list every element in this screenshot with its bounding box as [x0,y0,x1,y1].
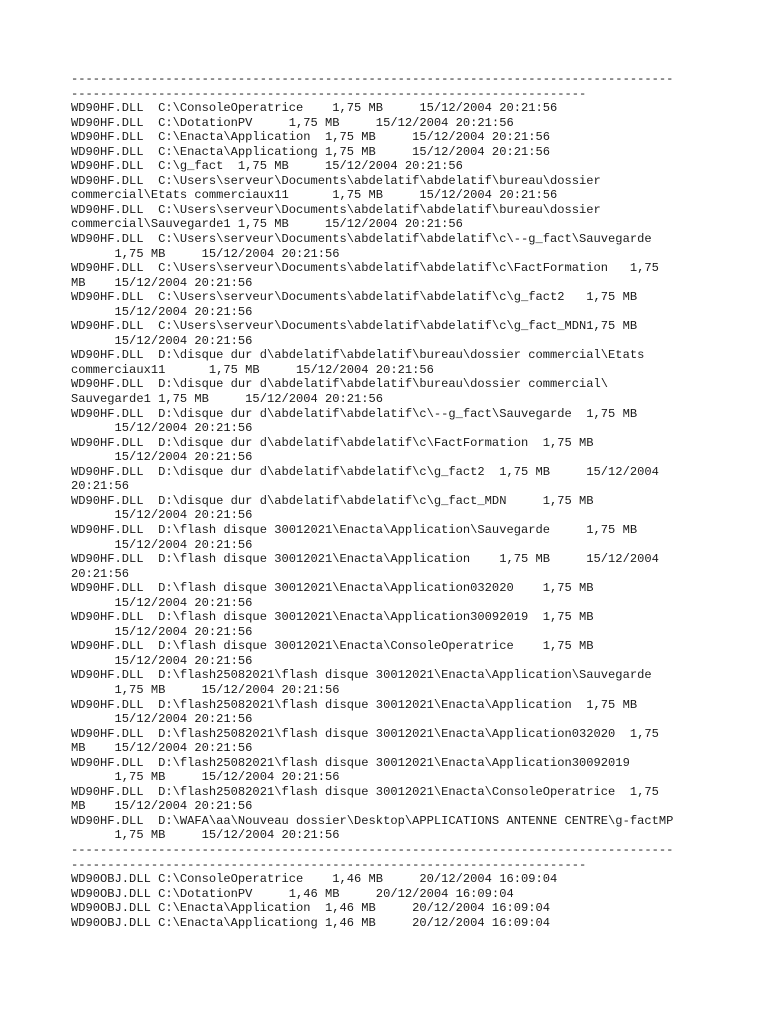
document-line: commercial\Etats commerciaux11 1,75 MB 15/12/2004 20:21:56 [71,188,558,203]
document-line: WD90HF.DLL D:\disque dur d\abdelatif\abdelatif\c\g_fact2 1,75 MB 15/12/2004 [71,464,659,479]
document-line: WD90HF.DLL C:\DotationPV 1,75 MB 15/12/2004 20:21:56 [71,115,514,130]
document-line: WD90HF.DLL D:\flash disque 30012021\Enacta\ConsoleOperatrice 1,75 MB [71,639,594,654]
document-line: WD90HF.DLL D:\flash25082021\flash disque 30012021\Enacta\Application 1,75 MB [71,697,638,712]
document-line: WD90HF.DLL D:\flash disque 30012021\Enacta\Application 1,75 MB 15/12/2004 [71,552,659,567]
document-line: WD90HF.DLL C:\Enacta\Application 1,75 MB 15/12/2004 20:21:56 [71,130,550,145]
document-line: WD90HF.DLL D:\disque dur d\abdelatif\abdelatif\c\--g_fact\Sauvegarde 1,75 MB [71,406,638,421]
document-line: 15/12/2004 20:21:56 [71,304,253,319]
document-line: 15/12/2004 20:21:56 [71,508,253,523]
document-line: WD90HF.DLL D:\flash disque 30012021\Enacta\Application032020 1,75 MB [71,581,594,596]
document-line: 1,75 MB 15/12/2004 20:21:56 [71,828,340,843]
document-line: 15/12/2004 20:21:56 [71,712,253,727]
document-line: WD90HF.DLL D:\flash25082021\flash disque 30012021\Enacta\ConsoleOperatrice 1,75 [71,784,659,799]
document-line: WD90HF.DLL C:\Users\serveur\Documents\abdelatif\abdelatif\c\g_fact_MDN1,75 MB [71,319,638,334]
document-line: WD90HF.DLL D:\disque dur d\abdelatif\abdelatif\c\FactFormation 1,75 MB [71,435,594,450]
document-line: WD90HF.DLL C:\g_fact 1,75 MB 15/12/2004 20:21:56 [71,159,463,174]
document-line: 15/12/2004 20:21:56 [71,595,253,610]
document-line: ----------------------------------------------------------------------------------- [71,842,674,857]
document-line: WD90HF.DLL C:\Users\serveur\Documents\abdelatif\abdelatif\c\FactFormation 1,75 [71,261,659,276]
document-line: WD90HF.DLL C:\Enacta\Applicationg 1,75 MB 15/12/2004 20:21:56 [71,144,550,159]
document-line: WD90HF.DLL D:\flash disque 30012021\Enacta\Application30092019 1,75 MB [71,610,594,625]
document-line: MB 15/12/2004 20:21:56 [71,799,253,814]
document-line: 15/12/2004 20:21:56 [71,450,253,465]
document-line: 15/12/2004 20:21:56 [71,421,253,436]
document-line: ----------------------------------------------------------------------- [71,86,587,101]
document-line: WD90HF.DLL C:\Users\serveur\Documents\abdelatif\abdelatif\c\--g_fact\Sauvegarde [71,232,652,247]
document-line: WD90OBJ.DLL C:\DotationPV 1,46 MB 20/12/2004 16:09:04 [71,886,514,901]
document-line: WD90HF.DLL C:\Users\serveur\Documents\abdelatif\abdelatif\bureau\dossier [71,202,601,217]
document-line: WD90HF.DLL D:\flash disque 30012021\Enacta\Application\Sauvegarde 1,75 MB [71,522,638,537]
document-line: 15/12/2004 20:21:56 [71,537,253,552]
document-line: 15/12/2004 20:21:56 [71,333,253,348]
document-line: 20:21:56 [71,479,130,494]
document-line: WD90HF.DLL D:\disque dur d\abdelatif\abdelatif\bureau\dossier commercial\ [71,377,609,392]
document-line: WD90OBJ.DLL C:\Enacta\Applicationg 1,46 MB 20/12/2004 16:09:04 [71,915,550,930]
document-line: 20:21:56 [71,566,130,581]
document-line: MB 15/12/2004 20:21:56 [71,741,253,756]
document-line: 15/12/2004 20:21:56 [71,624,253,639]
document-line: Sauvegarde1 1,75 MB 15/12/2004 20:21:56 [71,392,384,407]
document-line: WD90HF.DLL D:\disque dur d\abdelatif\abdelatif\c\g_fact_MDN 1,75 MB [71,493,594,508]
document-line: WD90HF.DLL D:\flash25082021\flash disque 30012021\Enacta\Application30092019 [71,755,630,770]
document-line: WD90HF.DLL C:\ConsoleOperatrice 1,75 MB 15/12/2004 20:21:56 [71,101,558,116]
document-line: WD90HF.DLL D:\disque dur d\abdelatif\abdelatif\bureau\dossier commercial\Etats [71,348,645,363]
document-line: commercial\Sauvegarde1 1,75 MB 15/12/2004 20:21:56 [71,217,463,232]
document-line: WD90HF.DLL C:\Users\serveur\Documents\abdelatif\abdelatif\c\g_fact2 1,75 MB [71,290,638,305]
document-line: WD90OBJ.DLL C:\Enacta\Application 1,46 MB 20/12/2004 16:09:04 [71,901,550,916]
document-line: ----------------------------------------------------------------------------------- [71,72,674,86]
document-text [71,72,751,930]
document-line: WD90OBJ.DLL C:\ConsoleOperatrice 1,46 MB 20/12/2004 16:09:04 [71,872,558,887]
document-line: WD90HF.DLL D:\WAFA\aa\Nouveau dossier\Desktop\APPLICATIONS ANTENNE CENTRE\g-factMP [71,813,674,828]
document-line: 1,75 MB 15/12/2004 20:21:56 [71,770,340,785]
document-line: WD90HF.DLL D:\flash25082021\flash disque 30012021\Enacta\Application032020 1,75 [71,726,659,741]
document-line: WD90HF.DLL C:\Users\serveur\Documents\abdelatif\abdelatif\bureau\dossier [71,173,601,188]
document-line: 15/12/2004 20:21:56 [71,653,253,668]
document-line: MB 15/12/2004 20:21:56 [71,275,253,290]
document-line: ----------------------------------------------------------------------- [71,857,587,872]
document-line: commerciaux11 1,75 MB 15/12/2004 20:21:56 [71,362,434,377]
document-line: WD90HF.DLL D:\flash25082021\flash disque 30012021\Enacta\Application\Sauvegarde [71,668,652,683]
document-line: 1,75 MB 15/12/2004 20:21:56 [71,682,340,697]
document-line: 1,75 MB 15/12/2004 20:21:56 [71,246,340,261]
